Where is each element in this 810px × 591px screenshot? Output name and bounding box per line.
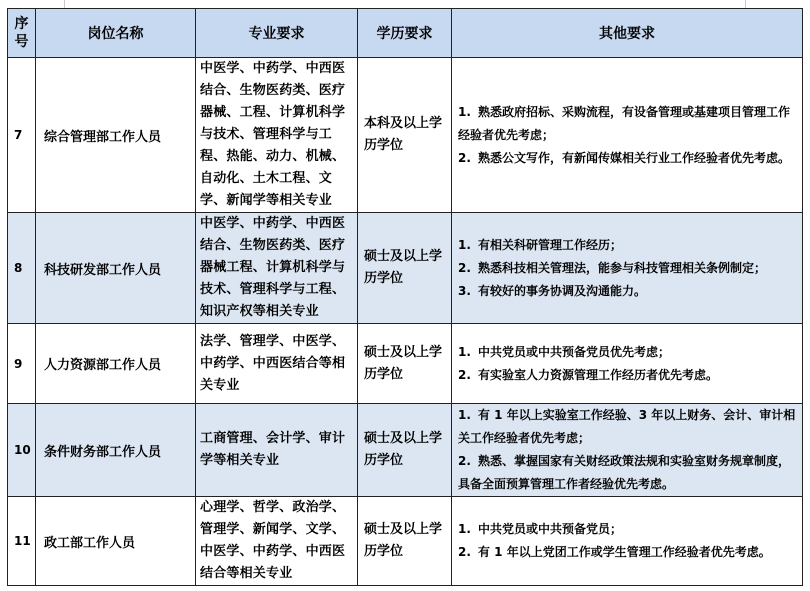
row-other [452, 58, 803, 213]
other-item [458, 518, 796, 541]
row-seq: 9 [8, 324, 36, 404]
requirements-table [7, 8, 803, 586]
row-position: 政工部工作人员 [36, 497, 196, 586]
row-other [452, 497, 803, 586]
table-row [8, 213, 803, 324]
row-position: 人力资源部工作人员 [36, 324, 196, 404]
column-guide [745, 0, 746, 8]
item-text: 中共党员或中共预备党员； [478, 522, 623, 536]
item-number: 1. [458, 522, 471, 536]
other-item [458, 541, 796, 564]
item-text: 有较好的事务协调及沟通能力。 [478, 283, 647, 298]
other-item [458, 147, 796, 170]
item-number: 2. [458, 367, 471, 382]
table-row [8, 497, 803, 586]
row-other [452, 404, 803, 497]
row-seq: 8 [8, 213, 36, 324]
header-position: 岗位名称 [36, 9, 196, 58]
row-major: 法学、管理学、中医学、中药学、中西医结合等相关专业 [196, 324, 358, 404]
column-guide [64, 0, 65, 8]
row-seq: 7 [8, 58, 36, 213]
other-item [458, 341, 796, 364]
item-number: 1. [458, 104, 471, 119]
page-top-edge [0, 0, 810, 8]
row-major: 中医学、中药学、中西医结合、生物医药类、医疗器械工程、计算机科学与技术、管理科学与工程、知识产权等相关专业 [196, 213, 358, 324]
row-major: 工商管理、会计学、审计学等相关专业 [196, 404, 358, 497]
item-text: 有实验室人力资源管理工作经历者优先考虑。 [478, 367, 719, 382]
table-row [8, 58, 803, 213]
other-item [458, 450, 796, 496]
item-number: 1. [458, 408, 471, 422]
item-number: 2. [458, 260, 471, 275]
header-seq: 序号 [8, 9, 36, 58]
row-seq: 10 [8, 404, 36, 497]
row-other [452, 213, 803, 324]
item-text: 有 1 年以上党团工作或学生管理工作经验者优先考虑。 [478, 545, 771, 559]
item-text: 熟悉科技相关管理法，能参与科技管理相关条例制定； [478, 260, 767, 275]
item-text: 熟悉政府招标、采购流程，有设备管理或基建项目管理工作经验者优先考虑； [458, 104, 791, 142]
item-number: 1. [458, 237, 471, 252]
table-row [8, 404, 803, 497]
item-number: 2. [458, 150, 471, 165]
other-item [458, 280, 796, 303]
other-item [458, 101, 796, 147]
other-item [458, 364, 796, 387]
other-item [458, 257, 796, 280]
header-row [8, 9, 803, 58]
item-text: 熟悉、掌握国家有关财经政策法规和实验室财务规章制度，具备全面预算管理工作者经验优先考虑。 [458, 454, 791, 491]
item-number: 2. [458, 545, 471, 559]
row-other [452, 324, 803, 404]
header-other: 其他要求 [452, 9, 803, 58]
row-seq: 11 [8, 497, 36, 586]
item-text: 有相关科研管理工作经历； [478, 237, 623, 252]
item-number: 1. [458, 344, 471, 359]
row-education: 本科及以上学历学位 [358, 58, 452, 213]
item-text: 有 1 年以上实验室工作经验、3 年以上财务、会计、审计相关工作经验者优先考虑； [458, 408, 796, 445]
header-major: 专业要求 [196, 9, 358, 58]
other-item [458, 234, 796, 257]
item-text: 熟悉公文写作，有新闻传媒相关行业工作经验者优先考虑。 [478, 150, 791, 165]
row-position: 综合管理部工作人员 [36, 58, 196, 213]
other-item [458, 404, 796, 450]
row-education: 硕士及以上学历学位 [358, 497, 452, 586]
header-education: 学历要求 [358, 9, 452, 58]
row-education: 硕士及以上学历学位 [358, 324, 452, 404]
item-number: 2. [458, 454, 471, 468]
table-row [8, 324, 803, 404]
row-position: 科技研发部工作人员 [36, 213, 196, 324]
row-major: 中医学、中药学、中西医结合、生物医药类、医疗器械、工程、计算机科学与技术、管理科学与工程、热能、动力、机械、自动化、土木工程、文学、新闻学等相关专业 [196, 58, 358, 213]
item-number: 3. [458, 283, 471, 298]
row-major: 心理学、哲学、政治学、管理学、新闻学、文学、中医学、中药学、中西医结合等相关专业 [196, 497, 358, 586]
row-position: 条件财务部工作人员 [36, 404, 196, 497]
row-education: 硕士及以上学历学位 [358, 404, 452, 497]
row-education: 硕士及以上学历学位 [358, 213, 452, 324]
item-text: 中共党员或中共预备党员优先考虑； [478, 344, 671, 359]
